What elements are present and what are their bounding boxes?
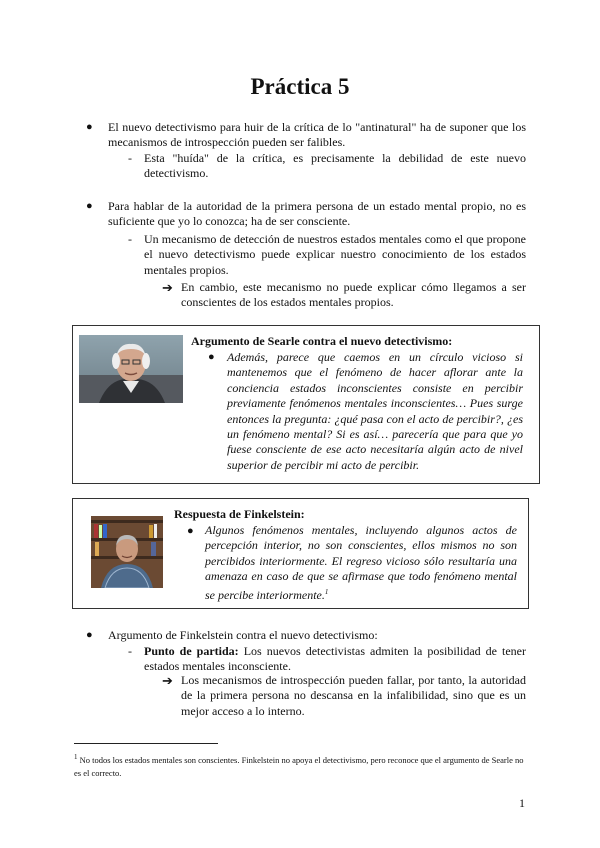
footnote-ref[interactable]: 1 <box>324 587 329 596</box>
sub-item-1: Esta "huída" de la crítica, es precisamente la debilidad de este nuevo detectivismo. <box>144 151 526 181</box>
arrow-right-icon: ➔ <box>162 673 173 688</box>
bullet-icon: ● <box>86 200 93 212</box>
sub-item-2: Un mecanismo de detección de nuestros estados mentales como el que propone el nuevo detectivismo puede explicar nuestro conocimiento de los estados mentales propios. <box>144 232 526 277</box>
finkelstein-box <box>72 498 529 609</box>
bullet-icon: ● <box>86 121 93 133</box>
searle-quote: Además, parece que caemos en un círculo vicioso si mantenemos que el fenómeno de hacer aflorar ante la conciencia estados inconscientes consiste en percibir previamente fenómenos mentales inconscientes… Pues surge entonces la pregunta: ¿qué pasa con el acto de percibir?, ¿es un fenómeno mental? Si es así… parecería que para que yo fuese consciente de ese acto necesitaría algún acto de nivel superior de percibir mi acto de percibir. <box>227 350 523 472</box>
paragraph-1: El nuevo detectivismo para huir de la crítica de lo "antinatural" ha de suponer que los mecanismos de introspección pueden ser falibles. <box>108 120 526 150</box>
dash-icon: - <box>128 232 132 246</box>
footnote-divider <box>74 743 218 744</box>
finkelstein-title: Respuesta de Finkelstein: <box>174 507 305 521</box>
bullet-icon: ● <box>208 351 215 363</box>
finkelstein-quote-text: Algunos fenómenos mentales, incluyendo algunos actos de percepción interior, no son conscientes, ellos mismos no son percibidos interiormente. El regreso vicioso sólo resultaría una amenaza en caso de que se afirmase que todo fenómeno mental se percibe interiormente. <box>205 523 517 602</box>
paragraph-2: Para hablar de la autoridad de la primera persona de un estado mental propio, no es suficiente que yo lo conozca; ha de ser consciente. <box>108 199 526 229</box>
footnote-number: 1 <box>74 753 78 761</box>
footnote <box>74 751 526 780</box>
bullet-icon: ● <box>86 629 93 641</box>
finkelstein-photo <box>91 516 163 588</box>
arrow-item-2: En cambio, este mecanismo no puede explicar cómo llegamos a ser conscientes de los estados mentales propios. <box>181 280 526 310</box>
sub-item-3 <box>144 644 526 675</box>
arrow-item-3: Los mecanismos de introspección pueden fallar, por tanto, la autoridad de la primera persona no descansa en la infalibilidad, sino que es un mejor acceso a lo interno. <box>181 673 526 718</box>
page-number: 1 <box>519 796 525 810</box>
dash-icon: - <box>128 151 132 165</box>
paragraph-3: Argumento de Finkelstein contra el nuevo detectivismo: <box>108 628 378 642</box>
starting-point-text: Los nuevos detectivistas admiten la posibilidad de tener estados mentales inconsciente. <box>144 644 526 674</box>
searle-box <box>72 325 540 484</box>
starting-point-label: Punto de partida: <box>144 644 239 658</box>
finkelstein-quote <box>205 523 517 603</box>
arrow-right-icon: ➔ <box>162 280 173 295</box>
searle-title: Argumento de Searle contra el nuevo detectivismo: <box>191 334 453 348</box>
footnote-text: No todos los estados mentales son conscientes. Finkelstein no apoya el detectivismo, pero reconoce que el argumento de Searle no es el correcto. <box>74 754 524 778</box>
dash-icon: - <box>128 644 132 658</box>
searle-photo <box>79 335 183 403</box>
bullet-icon: ● <box>187 525 194 537</box>
page-title: Práctica 5 <box>250 74 350 99</box>
